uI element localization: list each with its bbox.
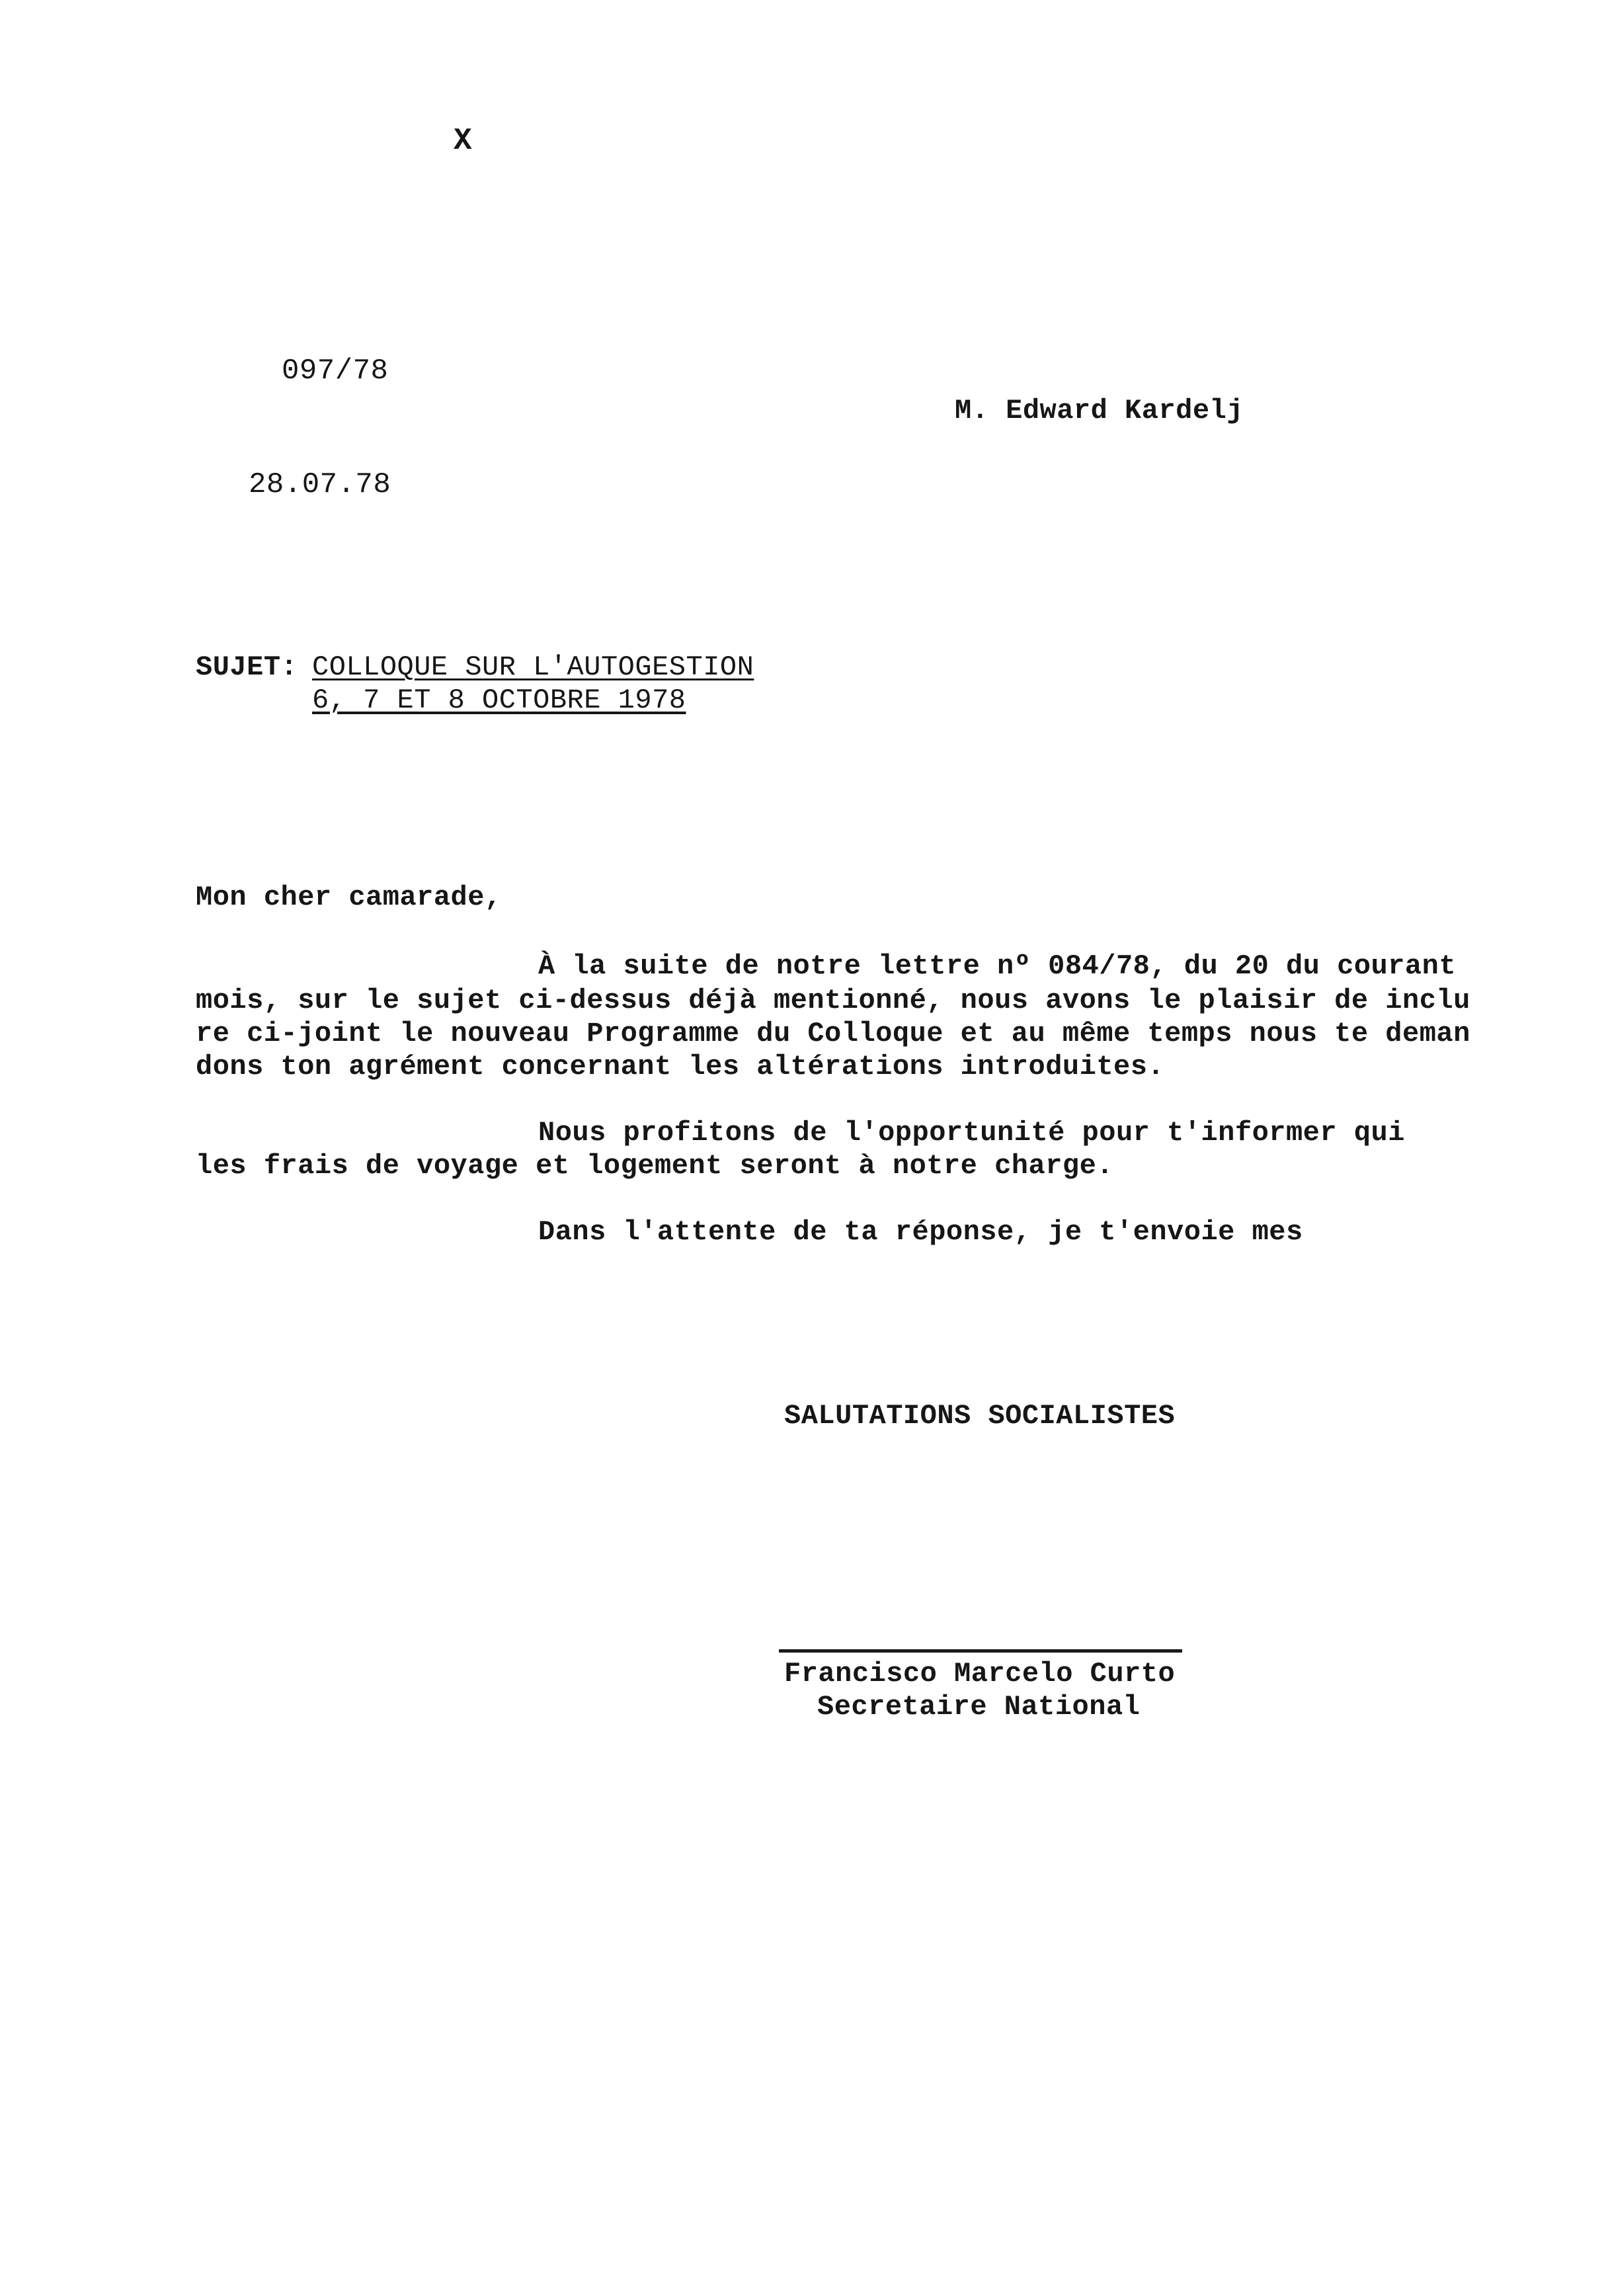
subject-label: SUJET: [196, 651, 298, 683]
body-paragraph-1-line-2: mois, sur le sujet ci-dessus déjà mentionné, nous avons le plaisir de inclu [196, 985, 1470, 1016]
body-paragraph-1-line-4: dons ton agrément concernant les altérations introduites. [196, 1051, 1165, 1083]
body-paragraph-3: Dans l'attente de ta réponse, je t'envoie mes [538, 1216, 1303, 1248]
body-paragraph-2-line-2: les frais de voyage et logement seront à notre charge. [196, 1150, 1114, 1182]
body-paragraph-1-line-3: re ci-joint le nouveau Programme du Colloque et au même temps nous te deman [196, 1018, 1470, 1049]
subject-line-1: COLLOQUE SUR L'AUTOGESTION [312, 651, 754, 683]
signature-line [779, 1649, 1182, 1653]
subject-line-2: 6, 7 ET 8 OCTOBRE 1978 [312, 684, 686, 716]
closing: SALUTATIONS SOCIALISTES [784, 1400, 1176, 1432]
reference-number: 097/78 [282, 354, 389, 388]
signatory-title: Secretaire National [817, 1691, 1141, 1723]
recipient: M. Edward Kardelj [955, 395, 1244, 427]
margin-mark: X [454, 124, 473, 158]
salutation: Mon cher camarade, [196, 882, 502, 913]
body-paragraph-1-line-1: À la suite de notre lettre nº 084/78, du 20 du courant [538, 950, 1457, 982]
signatory-name: Francisco Marcelo Curto [784, 1658, 1176, 1690]
letter-date: 28.07.78 [249, 468, 391, 501]
body-paragraph-2-line-1: Nous profitons de l'opportunité pour t'informer qui [538, 1117, 1405, 1149]
